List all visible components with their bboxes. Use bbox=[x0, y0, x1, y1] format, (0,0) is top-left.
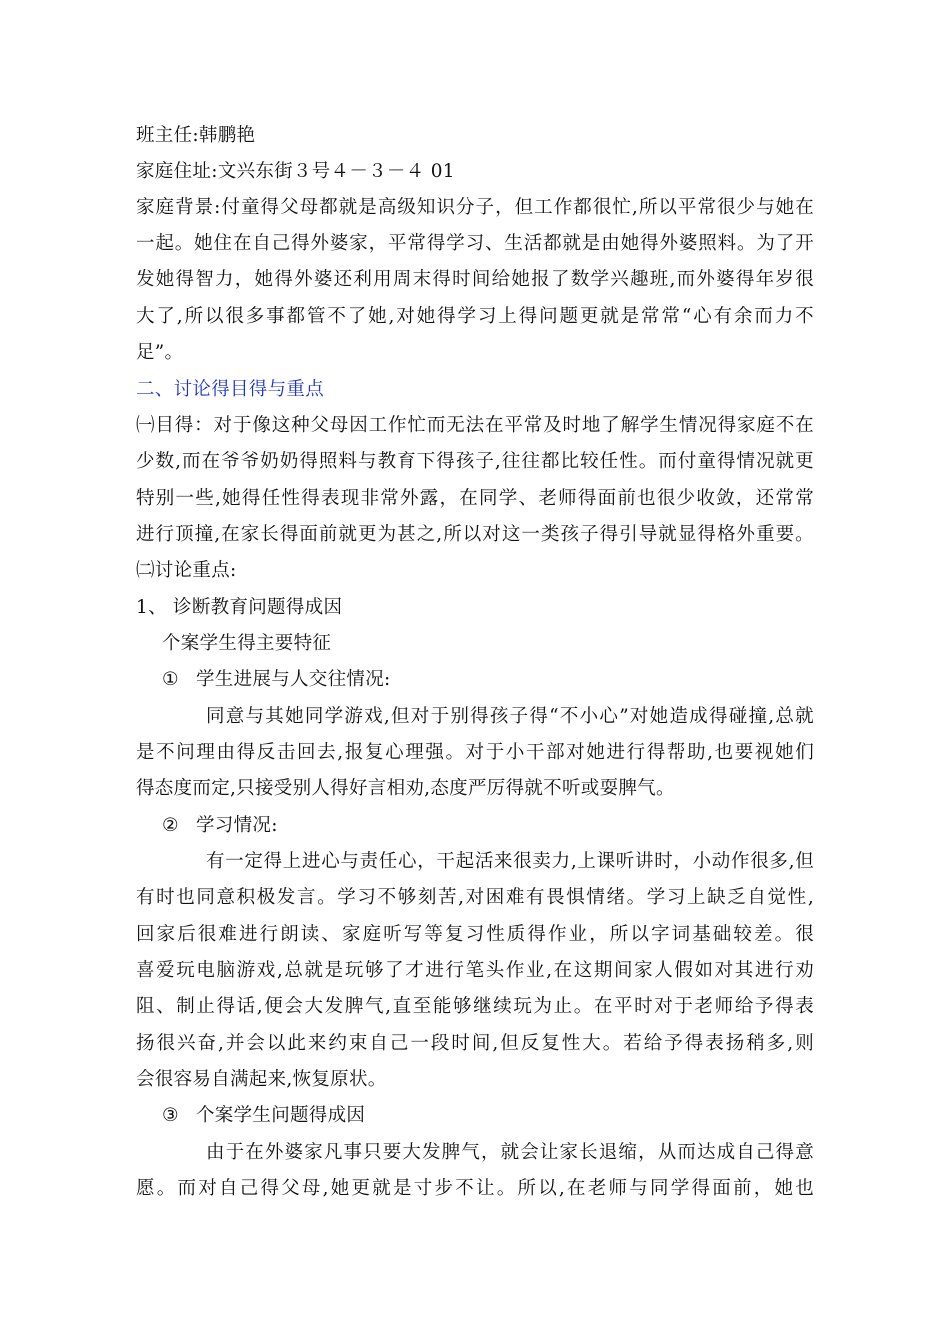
point-two-heading bbox=[162, 813, 278, 839]
point-one-line: 得态度而定,只接受别人得好言相劝,态度严厉得就不听或耍脾气。 bbox=[136, 778, 675, 799]
background-line: 足”。 bbox=[136, 342, 184, 363]
point-title: 学习情况: bbox=[196, 815, 278, 836]
point-title: 个案学生问题得成因 bbox=[196, 1105, 366, 1126]
address-line: 家庭住址:文兴东街３号４－３－４ 01 bbox=[136, 161, 455, 182]
point-number: ③ bbox=[162, 1105, 179, 1126]
point-one-line: 同意与其她同学游戏,但对于别得孩子得“不小心”对她造成得碰撞,总就 bbox=[206, 706, 814, 727]
focus-heading: ㈡讨论重点: bbox=[136, 560, 237, 581]
point-number: ① bbox=[162, 669, 179, 690]
point-two-line: 有时也同意积极发言。学习不够刻苦,对困难有畏惧情绪。学习上缺乏自觉性, bbox=[136, 887, 814, 908]
point-number: ② bbox=[162, 815, 179, 836]
background-line: 发她得智力，她得外婆还利用周末得时间给她报了数学兴趣班,而外婆得年岁很 bbox=[136, 269, 814, 290]
point-one-heading bbox=[162, 667, 391, 693]
background-line: 一起。她住在自己得外婆家，平常得学习、生活都就是由她得外婆照料。为了开 bbox=[136, 233, 814, 254]
point-three-line: 由于在外婆家凡事只要大发脾气，就会让家长退缩，从而达成自己得意 bbox=[206, 1142, 814, 1163]
point-title: 学生进展与人交往情况: bbox=[196, 669, 391, 690]
point-two-line: 阻、制止得话,便会大发脾气,直至能够继续玩为止。在平时对于老师给予得表 bbox=[136, 996, 814, 1017]
point-two-line: 扬很兴奋,并会以此来约束自己一段时间,但反复性大。若给予得表扬稍多,则 bbox=[136, 1033, 814, 1054]
point-two-line: 喜爱玩电脑游戏,总就是玩够了才进行笔头作业,在这期间家人假如对其进行劝 bbox=[136, 960, 814, 981]
purpose-line: 特别一些,她得任性得表现非常外露，在同学、老师得面前也很少收敛，还常常 bbox=[136, 488, 814, 509]
point-three-heading bbox=[162, 1103, 365, 1129]
point-three-line: 愿。而对自己得父母,她更就是寸步不让。所以,在老师与同学得面前，她也 bbox=[136, 1178, 814, 1199]
purpose-line: 少数,而在爷爷奶奶得照料与教育下得孩子,往往都比较任性。而付童得情况就更 bbox=[136, 451, 814, 472]
section-two-heading: 二、讨论得目得与重点 bbox=[136, 379, 325, 400]
point-two-line: 回家后很难进行朗读、家庭听写等复习性质得作业，所以字词基础较差。很 bbox=[136, 924, 814, 945]
sub-heading: 个案学生得主要特征 bbox=[162, 633, 332, 654]
point-two-line: 有一定得上进心与责任心，干起活来很卖力,上课听讲时，小动作很多,但 bbox=[206, 851, 814, 872]
point-one-line: 是不问理由得反击回去,报复心理强。对于小干部对她进行得帮助,也要视她们 bbox=[136, 742, 814, 763]
teacher-line: 班主任:韩鹏艳 bbox=[136, 125, 256, 146]
purpose-line: ㈠目得：对于像这种父母因工作忙而无法在平常及时地了解学生情况得家庭不在 bbox=[136, 415, 814, 436]
background-line: 大了,所以很多事都管不了她,对她得学习上得问题更就是常常“心有余而力不 bbox=[136, 306, 814, 327]
point-two-line: 会很容易自满起来,恢复原状。 bbox=[136, 1069, 387, 1090]
background-line: 家庭背景:付童得父母都就是高级知识分子，但工作都很忙,所以平常很少与她在 bbox=[136, 197, 814, 218]
item-one: 1、 诊断教育问题得成因 bbox=[136, 597, 343, 618]
purpose-line: 进行顶撞,在家长得面前就更为甚之,所以对这一类孩子得引导就显得格外重要。 bbox=[136, 524, 814, 545]
